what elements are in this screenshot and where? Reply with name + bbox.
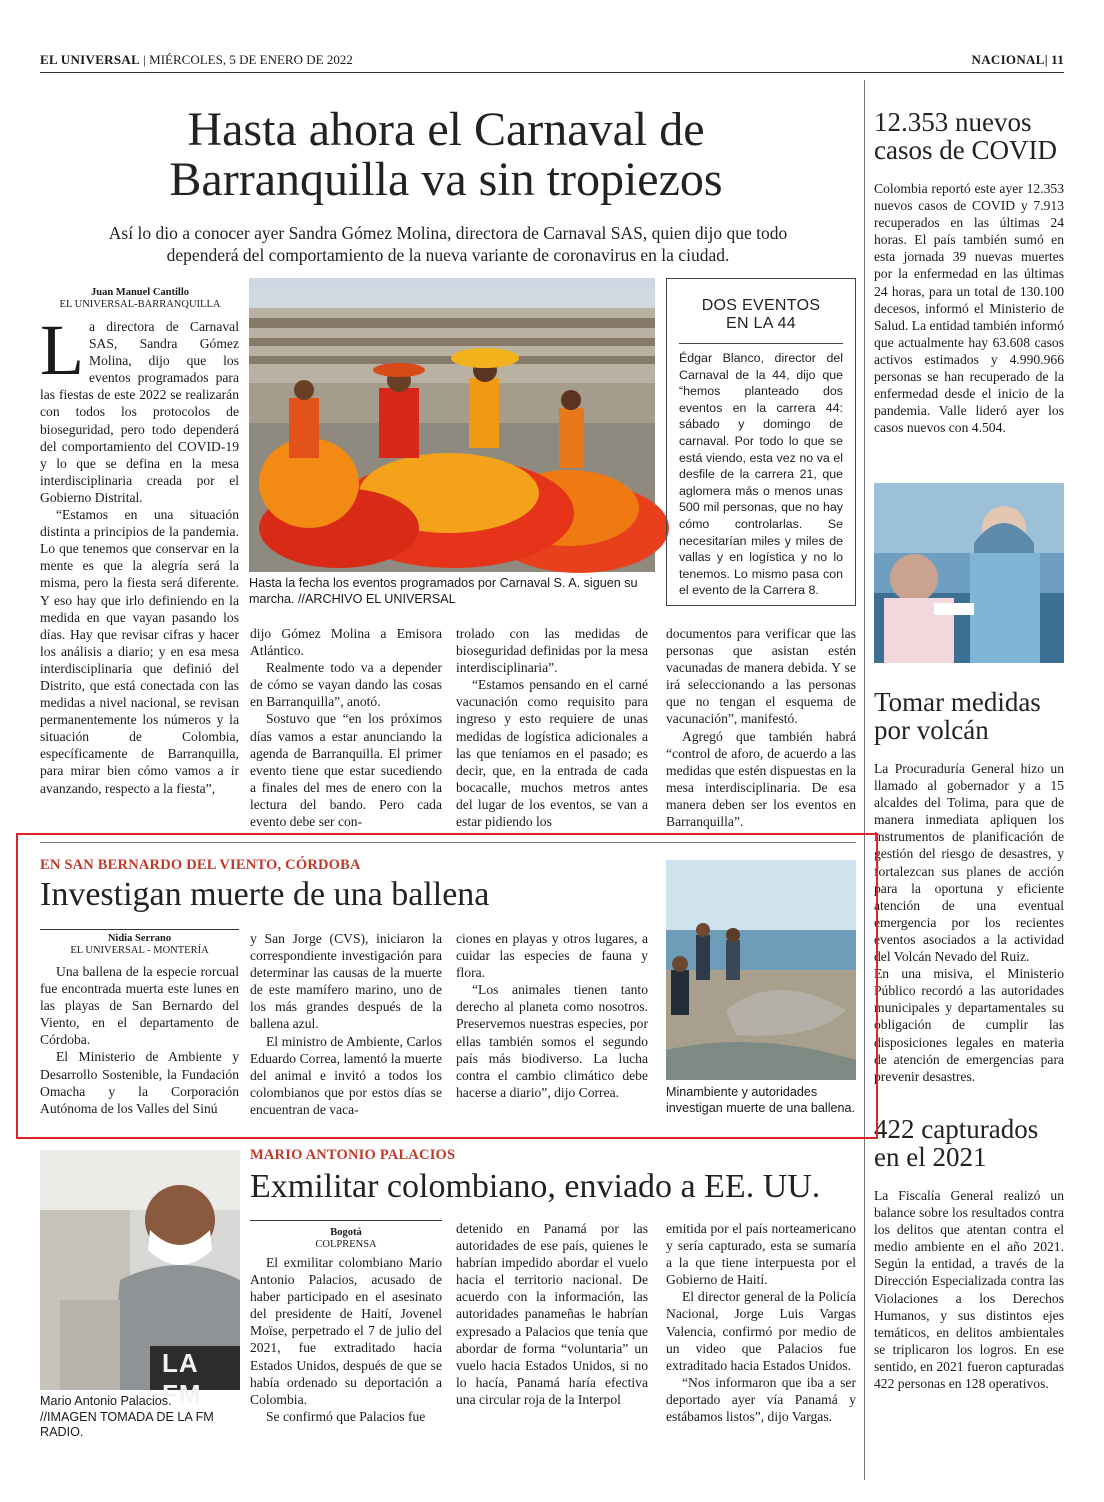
- capturados-body: La Fiscalía General realizó un balance sobre los resultados contra los delitos que atentan contra el medio ambiente en el año 2021. Según la entidad, a través de la Dirección Especializada contra las Violaciones a los Derechos Humanos, y sus distintos ejes temáticos, en delitos ambientales se triplicaron los logros. En ese sentido, en 2021 fueron capturadas 422 personas en 128 operativos.: [874, 1188, 1064, 1392]
- palacios-byline: Bogotá COLPRENSA: [315, 1227, 377, 1250]
- palacios-col-2: detenido en Panamá por las autoridades de ese país, quienes le habrían impedido abordar el vuelo hacia el territorio nacional. De acuerdo con la información, las autoridades panameñas le habrían expresado a Palacios que tenía que abordar de forma “voluntaria” un vuelo hacia Estados Unidos, si no lo hacía, Panamá haría efectiva una circular roja de la Interpol: [456, 1221, 648, 1407]
- main-col-3: trolado con las medidas de bioseguridad definidas por la mesa interdisciplinaria”. “Estamos pensando en el carné vacunación como requisito para ingreso y esto requiere de unas medidas de logística adicionales a las que teníamos en el pasado; es decir, que, en la entrada de cada bocacalle, muchos metros antes del lugar de los eventos, se van a estar pidiendo los: [456, 626, 648, 830]
- ballena-kicker: EN SAN BERNARDO DEL VIENTO, CÓRDOBA: [40, 857, 361, 873]
- paper-name: EL UNIVERSAL: [40, 52, 141, 67]
- folio-left: EL UNIVERSAL | MIÉRCOLES, 5 DE ENERO DE 2022: [40, 52, 353, 67]
- sidebar-box-dos-eventos: [666, 278, 856, 606]
- palacios-byline-rule: [250, 1220, 442, 1221]
- ballena-byline: Nidia Serrano EL UNIVERSAL - MONTERÍA: [70, 933, 209, 956]
- whale-photo-caption: Minambiente y autoridades investigan muerte de una ballena.: [666, 1085, 856, 1115]
- carnival-image: [249, 278, 655, 572]
- folio-right: NACIONAL| 11: [971, 52, 1064, 67]
- ballena-headline: Investigan muerte de una ballena: [40, 876, 490, 913]
- palacios-photo-caption: Mario Antonio Palacios. //IMAGEN TOMADA DE LA FM RADIO.: [40, 1394, 214, 1439]
- main-headline: Hasta ahora el Carnaval de Barranquilla va sin tropiezos: [169, 103, 723, 206]
- covid-body: Colombia reportó este ayer 12.353 nuevos casos de COVID y 7.913 recuperados en las últimas 24 horas. El país también sumó en esta jornada 39 nuevas muertes por la enfermedad en las últimas 24 horas, para un total de 130.100 decesos, informó el Ministerio de Salud. La entidad también informó que actualmente hay 63.608 casos activos estimados y 4.990.966 personas se han recuperado de la enfermedad desde el inicio de la pandemia. Valle lideró ayer los casos nuevos con 4.504.: [874, 181, 1064, 436]
- carnival-photo-caption: Hasta la fecha los eventos programados por Carnaval S. A. siguen su marcha. //ARCHIVO EL UNIVERSAL: [249, 576, 638, 606]
- sidebar-box-body: Édgar Blanco, director del Carnaval de la 44, dijo que “hemos planteado dos eventos en la carrera 44: sábado y domingo de carnaval. Por todo lo que se está viendo, esta vez no va el desfile de la carrera 21, que aglomera más o menos unas 500 mil personas, que no hay cómo controlarlas. Se necesitarían miles y miles de vallas y en logística y no lo tenemos. Lo mismo pasa con el evento de la Carrera 8.: [679, 351, 843, 598]
- palacios-col-1: El exmilitar colombiano Mario Antonio Palacios, acusado de haber participado en el asesinato del presidente de Haití, Jovenel Moïse, perpetrado el 7 de julio del 2021, fue extraditado hacia Estados Unidos, después de que se había ordenado su deportación a Colombia. Se confirmó que Palacios fue: [250, 1255, 442, 1424]
- main-col-4: documentos para verificar que las personas que asistan estén vacunadas de manera debida. Y se irá seleccionando a las personas que no tengan el esquema de vacunación”, manifestó. Agregó que también habrá “control de aforo, de acuerdo a las medidas que estén dispuestas en la mesa interdisciplinaria. De esa manera deben ser los eventos en Barranquilla”.: [666, 626, 856, 830]
- right-column-divider: [864, 80, 865, 1480]
- main-deck: Así lo dio a conocer ayer Sandra Gómez Molina, directora de Carnaval SAS, quien dijo que todo dependerá del comportamiento de la nueva variante de coronavirus en la ciudad.: [108, 223, 788, 265]
- palacios-photo: [40, 1150, 240, 1409]
- capturados-headline: 422 capturados en el 2021: [874, 1114, 1039, 1172]
- sidebar-box-title: DOS EVENTOS EN LA 44: [701, 297, 821, 332]
- drop-cap: L: [40, 310, 84, 390]
- vaccination-image: [874, 483, 1064, 663]
- highlight-box: [16, 833, 878, 1139]
- carnival-photo: [249, 278, 655, 572]
- volcan-headline: Tomar medidas por volcán: [874, 687, 1041, 745]
- top-rule: [40, 72, 1064, 73]
- main-byline: Juan Manuel Cantillo EL UNIVERSAL-BARRANQUILLA: [59, 287, 221, 310]
- folio-date: MIÉRCOLES, 5 DE ENERO DE 2022: [149, 52, 353, 67]
- ballena-col-1: Una ballena de la especie rorcual fue encontrada muerta este lunes en las playas de San Bernardo del Viento, en el departamento de Córdoba. El Ministerio de Ambiente y Desarrollo Sostenible, la Fundación Omacha y la Corporación Autónoma de los Valles del Sinú: [40, 964, 239, 1116]
- page-number: 11: [1051, 52, 1064, 67]
- section-name: NACIONAL: [971, 52, 1045, 67]
- vaccination-photo: [874, 483, 1064, 663]
- palacios-kicker: MARIO ANTONIO PALACIOS: [250, 1147, 456, 1163]
- main-col-1: L a directora de Carnaval SAS, Sandra Gómez Molina, dijo que los eventos programados para las fiestas de este 2022 se realizarán con todos los protocolos de bioseguridad, pero todo dependerá del comportamiento del COVID-19 y lo que se defina en la mesa interdisciplinaria creada por el Gobierno Distrital. “Estamos en una situación distinta a principios de la pandemia. Lo que tenemos que conservar en la mente es que la alegría será la misma, pero la fiesta será diferente. Y eso hay que irlo definiendo en la medida en que vayan pasando los días. Hay que revisar cifras y hacer los análisis a diario; y en esa mesa interdisciplinaria que definió del Distrito, que está conectada con las medidas a nivel nacional, se revisan permanentemente los números y la situación de Colombia, específicamente de Barranquilla, para mirar bien cómo vamos a ir avanzando, respecto a la fiesta”,: [40, 310, 239, 796]
- main-col-2: dijo Gómez Molina a Emisora Atlántico. Realmente todo va a depender de cómo se vayan dando las cosas en Barranquilla”, anotó. Sostuvo que “en los próximos días vamos a estar anunciando la agenda de Barranquilla. El primer evento tiene que estar sucediendo a finales del mes de enero con la lectura del bando. Pero cada evento debe ser con-: [250, 626, 442, 830]
- covid-headline: 12.353 nuevos casos de COVID: [874, 107, 1057, 165]
- lafm-logo: LA FM: [162, 1348, 202, 1409]
- ballena-col-3: ciones en playas y otros lugares, a cuidar las especies de fauna y flora. “Los animales tienen tanto derecho al planeta como nosotros. Preservemos nuestras especies, por ellas también somos el segundo país más biodiverso. La lucha contra el cambio climático debe hacerse a diario”, dijo Correa.: [456, 931, 648, 1100]
- palacios-col-3: emitida por el país norteamericano y sería capturado, esta se sumaría a la que tiene interpuesta por el Gobierno de Haití. El director general de la Policía Nacional, Jorge Luis Vargas Valencia, confirmó por medio de un video que Palacios fue extraditado hacia Estados Unidos. “Nos informaron que iba a ser deportado ayer vía Panamá y estábamos listos”, dijo Vargas.: [666, 1221, 856, 1425]
- sidebar-box-divider: [679, 343, 843, 344]
- volcan-body: La Procuraduría General hizo un llamado al gobernador y a 15 alcaldes del Tolima, para que de manera inmediata apliquen los instrumentos de planificación de gestión del riesgo de desastres, y fortalezcan sus planes de acción para la oportuna y eficiente atención de una eventual emergencia por los recientes eventos asociados a la actividad del Volcán Nevado del Ruiz. En una misiva, el Ministerio Público recordó a las autoridades municipales y departamentales su obligación de cumplir las disposiciones legales en materia de atención de emergencias para prevenir desastres.: [874, 761, 1064, 1084]
- ballena-col-2: y San Jorge (CVS), iniciaron la correspondiente investigación para determinar las causas de la muerte de este mamífero marino, uno de los más grandes después de la ballena azul. El ministro de Ambiente, Carlos Eduardo Correa, lamentó la muerte del animal e invitó a todos los colombianos que por estos días se encuentran de vaca-: [250, 931, 442, 1117]
- palacios-headline: Exmilitar colombiano, enviado a EE. UU.: [250, 1168, 821, 1205]
